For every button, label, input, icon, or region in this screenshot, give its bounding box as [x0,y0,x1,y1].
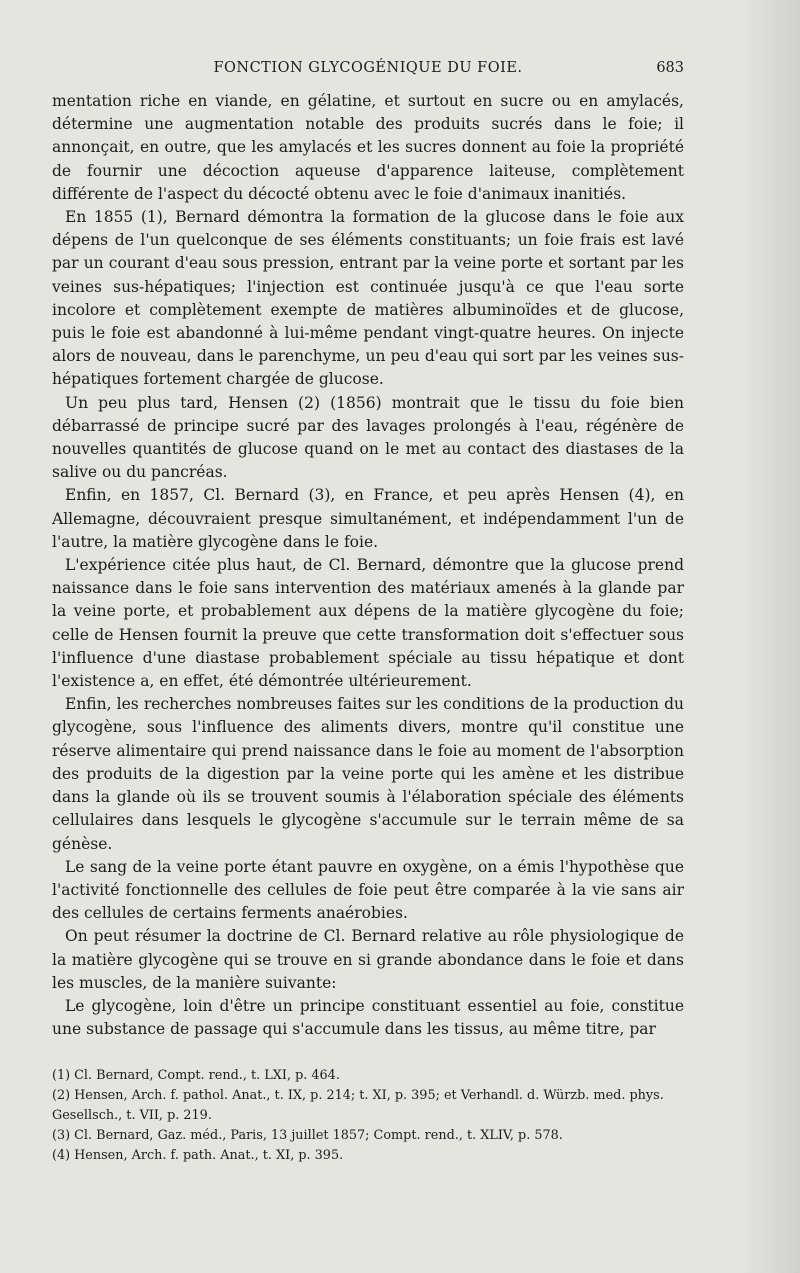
footnote-text: Hensen, Arch. f. pathol. Anat., t. IX, p. 214; t. XI, p. 395; et Verhandl. d. Würzb. med. phys. Gesellsch., t. VII, p. 219. [52,1088,664,1123]
footnote-number: (1) [52,1068,71,1083]
footnote-text: Hensen, Arch. f. path. Anat., t. XI, p. 395. [74,1148,344,1163]
paragraph: Le sang de la veine porte étant pauvre en oxygène, on a émis l'hypothèse que l'activité fonctionnelle des cellules de foie peut être comparée à la vie sans air des cellules de certains ferments anaérobies. [52,857,684,923]
paragraph: En 1855 (1), Bernard démontra la formation de la glucose dans le foie aux dépens de l'un quelconque de ses éléments constituants; un foie frais est lavé par un courant d'eau sous pression, entrant par la veine porte et sortant par les veines sus-hépatiques; l'injection est continuée jusqu'à ce que l'eau sorte incolore et complètement exempte de matières albuminoïdes et de glucose, puis le foie est abandonné à lui-même pendant vingt-quatre heures. On injecte alors de nouveau, dans le parenchyme, un peu d'eau qui sort par les veines sus-hépatiques fortement chargée de glucose. [52,208,684,389]
footnote [52,1126,684,1146]
footnote-number: (3) [52,1128,71,1143]
paragraph: Le glycogène, loin d'être un principe constituant essentiel au foie, constitue une substance de passage qui s'accumule dans les tissus, au même titre, par [52,996,684,1039]
paragraph: Enfin, les recherches nombreuses faites sur les conditions de la production du glycogène, sous l'influence des aliments divers, montre qu'il constitue une réserve alimentaire qui prend naissance dans le foie au moment de l'absorption des produits de la digestion par la veine porte qui les amène et les distribue dans la glande où ils se trouvent soumis à l'élaboration spéciale des éléments cellulaires dans lesquels le glycogène s'accumule sur le terrain même de sa génèse. [52,695,684,853]
page-number: 683 [656,60,684,76]
body-text [52,90,684,1041]
footnotes [52,1066,684,1166]
paragraph: mentation riche en viande, en gélatine, et surtout en sucre ou en amylacés, détermine une augmentation notable des produits sucrés dans le foie; il annonçait, en outre, que les amylacés et les sucres donnent au foie la propriété de fournir une décoction aqueuse d'apparence laiteuse, complètement différente de l'aspect du décocté obtenu avec le foie d'animaux inanitiés. [52,92,684,203]
footnote-number: (2) [52,1088,71,1103]
footnote [52,1146,684,1166]
page-edge-shadow [740,0,800,1273]
footnote [52,1066,684,1086]
footnote-text: Cl. Bernard, Compt. rend., t. LXI, p. 464. [74,1068,340,1083]
paragraph: Enfin, en 1857, Cl. Bernard (3), en France, et peu après Hensen (4), en Allemagne, découvraient presque simultanément, et indépendamment l'un de l'autre, la matière glycogène dans le foie. [52,486,684,551]
footnote [52,1086,684,1126]
running-head [52,60,684,84]
footnote-number: (4) [52,1148,71,1163]
running-title: FONCTION GLYCOGÉNIQUE DU FOIE. [213,60,523,76]
paragraph: Un peu plus tard, Hensen (2) (1856) montrait que le tissu du foie bien débarrassé de principe sucré par des lavages prolongés à l'eau, régénère de nouvelles quantités de glucose quand on le met au contact des diastases de la salive ou du pancréas. [52,393,684,482]
paragraph: On peut résumer la doctrine de Cl. Bernard relative au rôle physiologique de la matière glycogène qui se trouve en si grande abondance dans le foie et dans les muscles, de la manière suivante: [52,927,684,992]
footnote-text: Cl. Bernard, Gaz. méd., Paris, 13 juillet 1857; Compt. rend., t. XLIV, p. 578. [74,1128,563,1143]
paragraph: L'expérience citée plus haut, de Cl. Bernard, démontre que la glucose prend naissance dans le foie sans intervention des matériaux amenés à la glande par la veine porte, et probablement aux dépens de la matière glycogène du foie; celle de Hensen fournit la preuve que cette transformation doit s'effectuer sous l'influence d'une diastase probablement spéciale au tissu hépatique et dont l'existence a, en effet, été démontrée ultérieurement. [52,556,684,691]
